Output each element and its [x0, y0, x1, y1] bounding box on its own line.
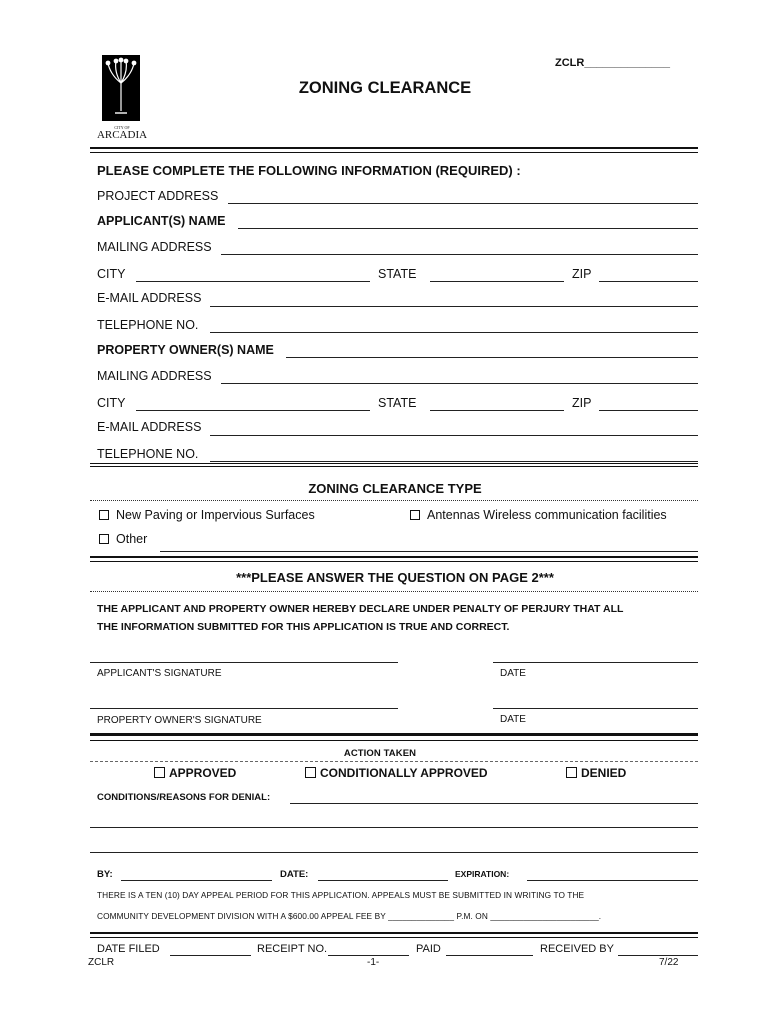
applicant-city-label: CITY	[97, 267, 126, 281]
action-dashed-rule	[90, 761, 698, 762]
applicant-state-label: STATE	[378, 267, 417, 281]
applicant-city-field[interactable]	[136, 281, 370, 282]
owner-telephone-label: TELEPHONE NO.	[97, 447, 199, 461]
conditions-field-3[interactable]	[90, 852, 698, 853]
by-label: BY:	[97, 869, 113, 880]
footer-form-code: ZCLR	[88, 957, 115, 968]
paving-checkbox[interactable]	[99, 510, 109, 520]
conditions-field-1[interactable]	[290, 803, 698, 804]
applicant-zip-field[interactable]	[599, 281, 698, 282]
owner-zip-field[interactable]	[599, 410, 698, 411]
conditional-checkbox[interactable]	[305, 767, 316, 778]
applicant-name-label: APPLICANT(S) NAME	[97, 214, 226, 228]
notice-divider	[90, 556, 698, 562]
paid-field[interactable]	[446, 955, 533, 956]
conditions-field-2[interactable]	[90, 827, 698, 828]
owner-mailing-label: MAILING ADDRESS	[97, 369, 212, 383]
approved-checkbox[interactable]	[154, 767, 165, 778]
logo-small-text: CITY OF	[114, 125, 130, 130]
owner-date-label: DATE	[500, 714, 526, 725]
city-logo	[96, 53, 148, 143]
clearance-type-dotted-rule	[90, 500, 698, 501]
denied-option[interactable]	[566, 767, 626, 779]
owner-city-field[interactable]	[136, 410, 370, 411]
appeal-notice-line-2: COMMUNITY DEVELOPMENT DIVISION WITH A $600.00 APPEAL FEE BY ______________ P.M. ON _______________________.	[97, 911, 602, 921]
owner-name-field[interactable]	[286, 357, 698, 358]
footer-divider	[90, 932, 698, 938]
receipt-field[interactable]	[328, 955, 409, 956]
antennas-checkbox[interactable]	[410, 510, 420, 520]
action-taken-heading: ACTION TAKEN	[343, 748, 417, 759]
option-other-label: Other	[116, 532, 148, 546]
zclr-number-field[interactable]: ZCLR______________	[555, 57, 670, 69]
footer-page-number: -1-	[367, 957, 380, 968]
option-antennas-label: Antennas Wireless communication facilities	[427, 508, 667, 522]
notice-dotted-rule	[90, 591, 698, 592]
by-field[interactable]	[121, 880, 272, 881]
received-by-field[interactable]	[618, 955, 698, 956]
approved-option[interactable]	[154, 767, 236, 779]
page2-notice: ***PLEASE ANSWER THE QUESTION ON PAGE 2***	[236, 570, 554, 585]
conditional-option[interactable]	[305, 767, 488, 779]
project-address-label: PROJECT ADDRESS	[97, 189, 219, 203]
section-heading-required: PLEASE COMPLETE THE FOLLOWING INFORMATION (REQUIRED) :	[97, 163, 521, 178]
owner-state-field[interactable]	[430, 410, 564, 411]
applicant-name-field[interactable]	[238, 228, 698, 229]
project-address-field[interactable]	[228, 203, 698, 204]
received-by-label: RECEIVED BY	[540, 943, 614, 955]
applicant-signature-label: APPLICANT'S SIGNATURE	[97, 668, 222, 679]
clearance-type-divider	[90, 463, 698, 467]
owner-city-label: CITY	[97, 396, 126, 410]
applicant-telephone-field[interactable]	[210, 332, 698, 333]
action-date-field[interactable]	[318, 880, 448, 881]
conditional-label: CONDITIONALLY APPROVED	[320, 766, 488, 780]
appeal-notice-line-1: THERE IS A TEN (10) DAY APPEAL PERIOD FOR THIS APPLICATION. APPEALS MUST BE SUBMITTED IN WRITING TO THE	[97, 890, 585, 900]
applicant-email-label: E-MAIL ADDRESS	[97, 291, 202, 305]
paid-label: PAID	[416, 943, 441, 955]
owner-name-label: PROPERTY OWNER(S) NAME	[97, 343, 274, 357]
applicant-zip-label: ZIP	[572, 267, 592, 281]
footer-revision: 7/22	[659, 957, 679, 968]
owner-mailing-field[interactable]	[221, 383, 698, 384]
other-checkbox[interactable]	[99, 534, 109, 544]
action-date-label: DATE:	[280, 869, 309, 880]
declaration-line-2: THE INFORMATION SUBMITTED FOR THIS APPLICATION IS TRUE AND CORRECT.	[97, 621, 510, 633]
other-description-field[interactable]	[160, 551, 698, 552]
receipt-label: RECEIPT NO.	[257, 943, 328, 955]
denied-checkbox[interactable]	[566, 767, 577, 778]
owner-email-label: E-MAIL ADDRESS	[97, 420, 202, 434]
date-filed-field[interactable]	[170, 955, 251, 956]
owner-state-label: STATE	[378, 396, 417, 410]
option-other[interactable]	[99, 533, 147, 546]
applicant-date-label: DATE	[500, 668, 526, 679]
owner-signature-field[interactable]	[90, 708, 398, 709]
owner-telephone-field[interactable]	[210, 461, 698, 462]
date-filed-label: DATE FILED	[97, 943, 160, 955]
applicant-telephone-label: TELEPHONE NO.	[97, 318, 199, 332]
option-paving[interactable]	[99, 509, 315, 522]
owner-date-field[interactable]	[493, 708, 698, 709]
applicant-mailing-label: MAILING ADDRESS	[97, 240, 212, 254]
clearance-type-heading: ZONING CLEARANCE TYPE	[308, 481, 482, 496]
page-title: ZONING CLEARANCE	[298, 79, 472, 97]
action-divider	[90, 733, 698, 741]
option-paving-label: New Paving or Impervious Surfaces	[116, 508, 315, 522]
applicant-email-field[interactable]	[210, 306, 698, 307]
header-divider	[90, 147, 698, 153]
owner-zip-label: ZIP	[572, 396, 592, 410]
logo-text: ARCADIA	[96, 129, 148, 141]
expiration-field[interactable]	[527, 880, 698, 881]
owner-email-field[interactable]	[210, 435, 698, 436]
applicant-date-field[interactable]	[493, 662, 698, 663]
denied-label: DENIED	[581, 766, 627, 780]
conditions-label: CONDITIONS/REASONS FOR DENIAL:	[97, 792, 271, 803]
declaration-line-1: THE APPLICANT AND PROPERTY OWNER HEREBY DECLARE UNDER PENALTY OF PERJURY THAT ALL	[97, 603, 624, 615]
expiration-label: EXPIRATION:	[455, 869, 510, 879]
owner-signature-label: PROPERTY OWNER'S SIGNATURE	[97, 715, 262, 726]
approved-label: APPROVED	[169, 766, 237, 780]
applicant-state-field[interactable]	[430, 281, 564, 282]
applicant-mailing-field[interactable]	[221, 254, 698, 255]
option-antennas[interactable]	[410, 509, 667, 522]
applicant-signature-field[interactable]	[90, 662, 398, 663]
